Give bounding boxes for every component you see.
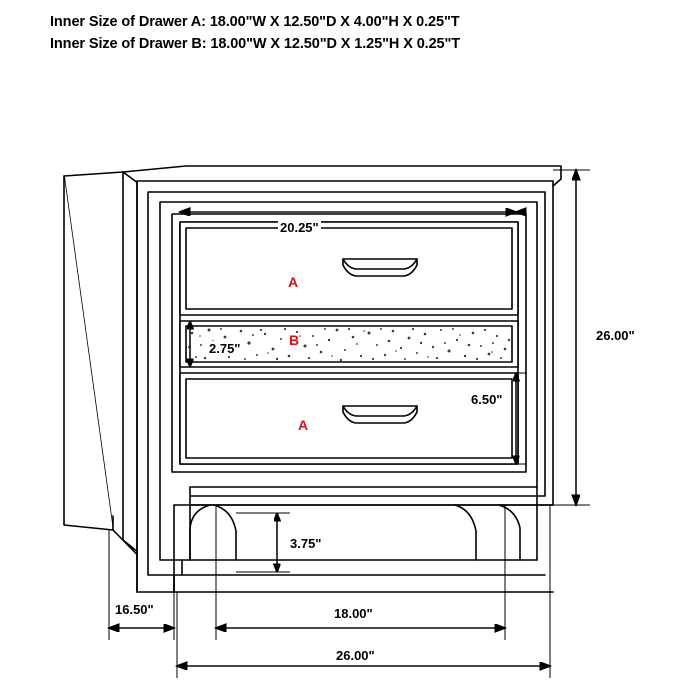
dim-top-drawer-width: 20.25" xyxy=(280,220,319,235)
dim-overall-width: 26.00" xyxy=(336,648,375,663)
dim-inner-width: 18.00" xyxy=(334,606,373,621)
dim-middle-drawer-height: 2.75" xyxy=(209,341,241,356)
dim-bottom-drawer-height: 6.50" xyxy=(471,392,503,407)
drawer-bottom-a xyxy=(180,373,518,464)
dim-overall-height: 26.00" xyxy=(596,328,635,343)
header-line-1: Inner Size of Drawer A: 18.00"W X 12.50"D X 4.00"H X 0.25"T xyxy=(50,14,460,30)
label-drawer-a-bottom: A xyxy=(298,417,309,433)
dim-leg-height: 3.75" xyxy=(290,536,322,551)
label-drawer-b: B xyxy=(289,332,300,348)
label-drawer-a-top: A xyxy=(288,274,299,290)
header-line-2: Inner Size of Drawer B: 18.00"W X 12.50"D X 1.25"H X 0.25"T xyxy=(50,36,461,52)
dim-depth: 16.50" xyxy=(115,602,154,617)
drawer-top-a xyxy=(180,222,518,315)
